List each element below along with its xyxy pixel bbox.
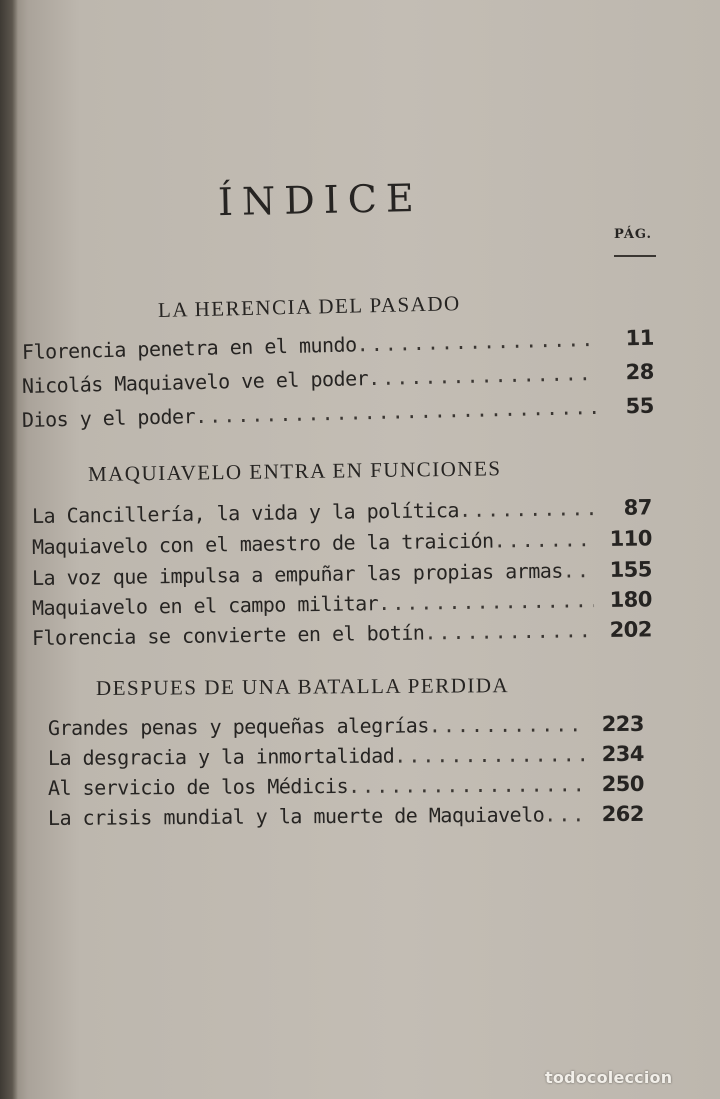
entry-title: Nicolás Maquiavelo ve el poder: [21, 366, 369, 398]
entry-title: La crisis mundial y la muerte de Maquiavelo: [47, 802, 545, 830]
dot-leader: [394, 742, 586, 767]
entry-title: Dios y el poder: [21, 404, 196, 432]
toc-entry[interactable]: [22, 326, 654, 364]
dot-leader: [429, 712, 586, 737]
entry-page-number: 55: [625, 393, 655, 419]
toc-entry[interactable]: [32, 557, 652, 590]
entry-page-number: 155: [609, 557, 653, 582]
entry-title: Florencia se convierte en el botín: [31, 620, 425, 650]
entry-title: Maquiavelo en el campo militar: [31, 591, 379, 620]
entry-page-number: 202: [609, 617, 653, 642]
entry-title: Al servicio de los Médicis: [47, 773, 349, 800]
toc-entry[interactable]: [48, 772, 644, 800]
entry-page-number: 87: [623, 495, 653, 520]
entry-title: Grandes penas y pequeñas alegrías: [47, 713, 429, 740]
dot-leader: [378, 588, 594, 615]
toc-entry[interactable]: [48, 742, 644, 770]
toc-entry[interactable]: [22, 360, 654, 398]
toc-entry[interactable]: [48, 712, 644, 740]
entry-page-number: 250: [601, 771, 645, 797]
entry-title: La Cancillería, la vida y la política: [31, 498, 460, 528]
entry-title: Florencia penetra en el mundo: [21, 332, 357, 364]
entry-title: La voz que impulsa a empuñar las propias armas: [31, 558, 564, 590]
entry-page-number: 262: [601, 801, 645, 827]
toc-entry[interactable]: [32, 495, 652, 528]
dot-leader: [544, 802, 586, 826]
section-title: MAQUIAVELO ENTRA EN FUNCIONES: [87, 456, 502, 486]
section-title: LA HERENCIA DEL PASADO: [157, 291, 461, 322]
book-spine-shadow: [0, 0, 18, 1099]
toc-entry[interactable]: [32, 617, 652, 650]
dot-leader: [424, 618, 594, 644]
entry-page-number: 234: [601, 741, 645, 767]
entry-title: Maquiavelo con el maestro de la traición: [31, 528, 494, 559]
dot-leader: [356, 327, 596, 356]
dot-leader: [195, 395, 596, 428]
dot-leader: [493, 527, 594, 552]
toc-entry[interactable]: [32, 526, 652, 559]
toc-entry[interactable]: [32, 587, 652, 620]
page-column-rule: [614, 255, 656, 257]
entry-page-number: 11: [625, 325, 655, 351]
dot-leader: [563, 558, 594, 582]
entry-page-number: 223: [601, 711, 645, 737]
entry-page-number: 110: [609, 526, 653, 551]
watermark-logo: todocoleccion: [545, 1068, 673, 1087]
dot-leader: [459, 496, 594, 522]
toc-entry[interactable]: [48, 802, 644, 830]
entry-page-number: 180: [609, 587, 653, 612]
dot-leader: [368, 361, 596, 390]
page-column-label: PÁG.: [614, 227, 653, 242]
toc-entry[interactable]: [22, 394, 654, 432]
entry-page-number: 28: [625, 359, 655, 385]
dot-leader: [348, 772, 586, 798]
section-title: DESPUES DE UNA BATALLA PERDIDA: [95, 673, 510, 700]
entry-title: La desgracia y la inmortalidad: [47, 743, 395, 770]
index-title: ÍNDICE: [217, 175, 424, 225]
